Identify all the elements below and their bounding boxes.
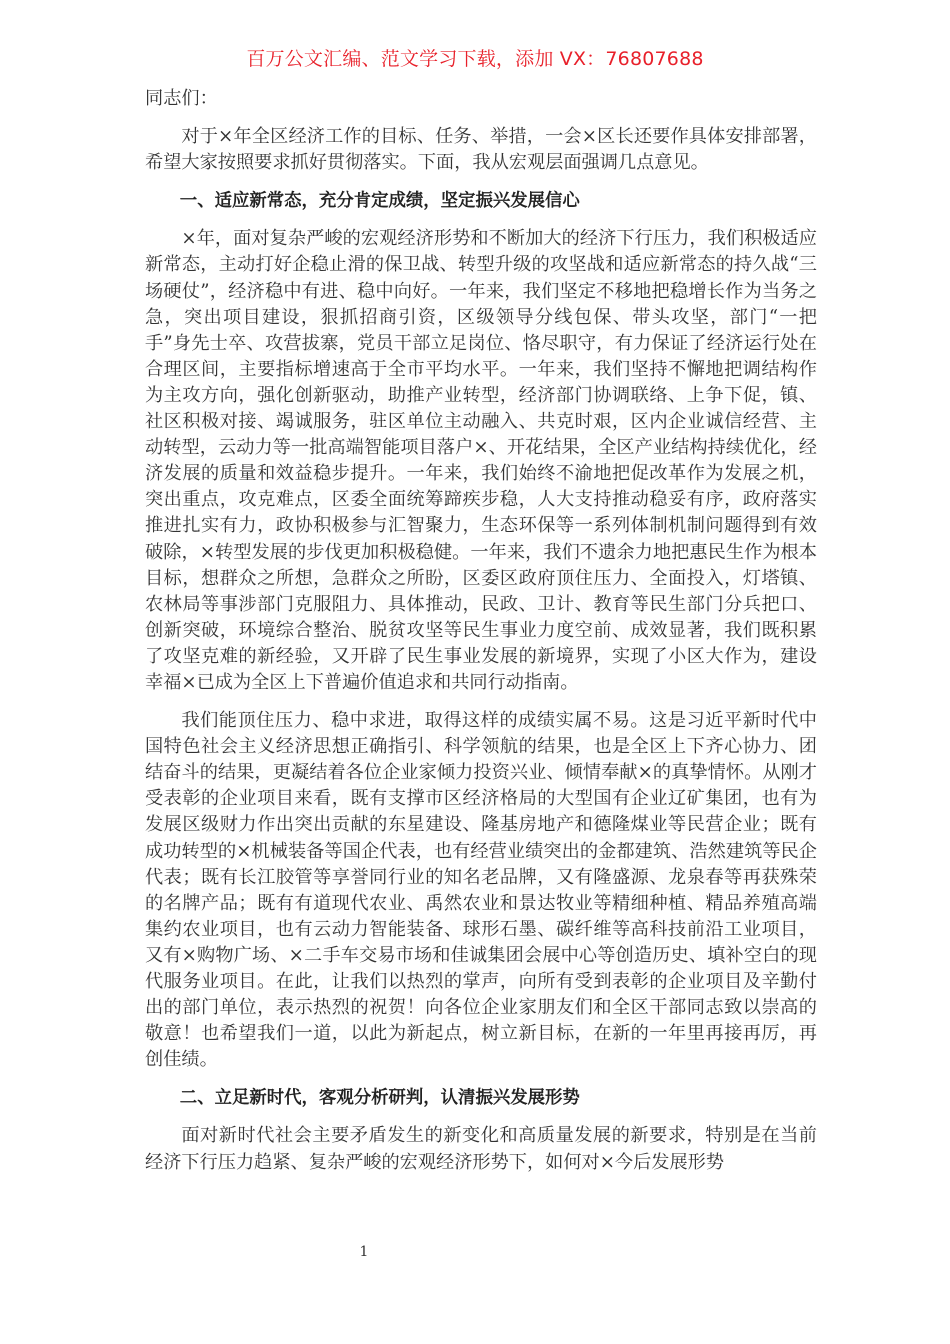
section-heading-2: 二、立足新时代，客观分析研判，认清振兴发展形势 xyxy=(179,1088,580,1109)
section-heading-1: 一、适应新常态，充分肯定成绩，坚定振兴发展信心 xyxy=(179,191,580,212)
watermark-header: 百万公文汇编、范文学习下载，添加 VX：76807688 xyxy=(246,48,704,70)
document-body xyxy=(145,86,817,1188)
paragraph-achievements: ×年，面对复杂严峻的宏观经济形势和不断加大的经济下行压力，我们积极适应新常态，主动打好企稳止滑的保卫战、转型升级的攻坚战和适应新常态的持久战“三场硬仗”，经济稳中有进、稳中向好。一年来，我们坚定不移地把稳增长作为当务之急，突出项目建设，狠抓招商引资，区级领导分线包保、带头攻坚，部门“一把手”身先士卒、攻营拔寨，党员干部立足岗位、恪尽职守，有力保证了经济运行处在合理区间，主要指标增速高于全市平均水平。一年来，我们坚持不懈地把调结构作为主攻方向，强化创新驱动，助推产业转型，经济部门协调联络、上争下促，镇、社区积极对接、竭诚服务，驻区单位主动融入、共克时艰，区内企业诚信经营、主动转型，云动力等一批高端智能项目落户×、开花结果，全区产业结构持续优化，经济发展的质量和效益稳步提升。一年来，我们始终不渝地把促改革作为发展之机，突出重点，攻克难点，区委全面统筹蹄疾步稳，人大支持推动稳妥有序，政府落实推进扎实有力，政协积极参与汇智聚力，生态环保等一系列体制机制问题得到有效破除，×转型发展的步伐更加积极稳健。一年来，我们不遗余力地把惠民生作为根本目标，想群众之所想，急群众之所盼，区委区政府顶住压力、全面投入，灯塔镇、农林局等事涉部门克服阻力、具体推动，民政、卫计、教育等民生部门分兵把口、创新突破，环境综合整治、脱贫攻坚等民生事业力度空前、成效显著，我们既积累了攻坚克难的新经验，又开辟了民生事业发展的新境界，实现了小区大作为，建设幸福×已成为全区上下普遍价值追求和共同行动指南。 xyxy=(145,228,817,693)
greeting: 同志们： xyxy=(145,88,218,109)
paragraph-acknowledgement: 我们能顶住压力、稳中求进，取得这样的成绩实属不易。这是习近平新时代中国特色社会主义经济思想正确指引、科学领航的结果，也是全区上下齐心协力、团结奋斗的结果，更凝结着各位企业家倾力投资兴业、倾情奉献×的真挚情怀。从刚才受表彰的企业项目来看，既有支撑市区经济格局的大型国有企业辽矿集团，也有为发展区级财力作出突出贡献的东星建设、隆基房地产和德隆煤业等民营企业；既有成功转型的×机械装备等国企代表，也有经营业绩突出的金都建筑、浩然建筑等民企代表；既有长江胶管等享誉同行业的知名老品牌，又有隆盛源、龙泉春等再获殊荣的名牌产品；既有有道现代农业、禹然农业和景达牧业等精细种植、精品养殖高端集约农业项目，也有云动力智能装备、球形石墨、碳纤维等高科技前沿工业项目，又有×购物广场、×二手车交易市场和佳诚集团会展中心等创造历史、填补空白的现代服务业项目。在此，让我们以热烈的掌声，向所有受到表彰的企业项目及辛勤付出的部门单位，表示热烈的祝贺！向各位企业家朋友们和全区干部同志致以崇高的敬意！也希望我们一道，以此为新起点，树立新目标，在新的一年里再接再厉，再创佳绩。 xyxy=(145,710,817,1071)
page-number: 1 xyxy=(359,1244,369,1260)
paragraph-intro: 对于×年全区经济工作的目标、任务、举措，一会×区长还要作具体安排部署，希望大家按照要求抓好贯彻落实。下面，我从宏观层面强调几点意见。 xyxy=(145,126,817,174)
paragraph-situation: 面对新时代社会主要矛盾发生的新变化和高质量发展的新要求，特别是在当前经济下行压力趋紧、复杂严峻的宏观经济形势下，如何对×今后发展形势 xyxy=(145,1125,817,1173)
